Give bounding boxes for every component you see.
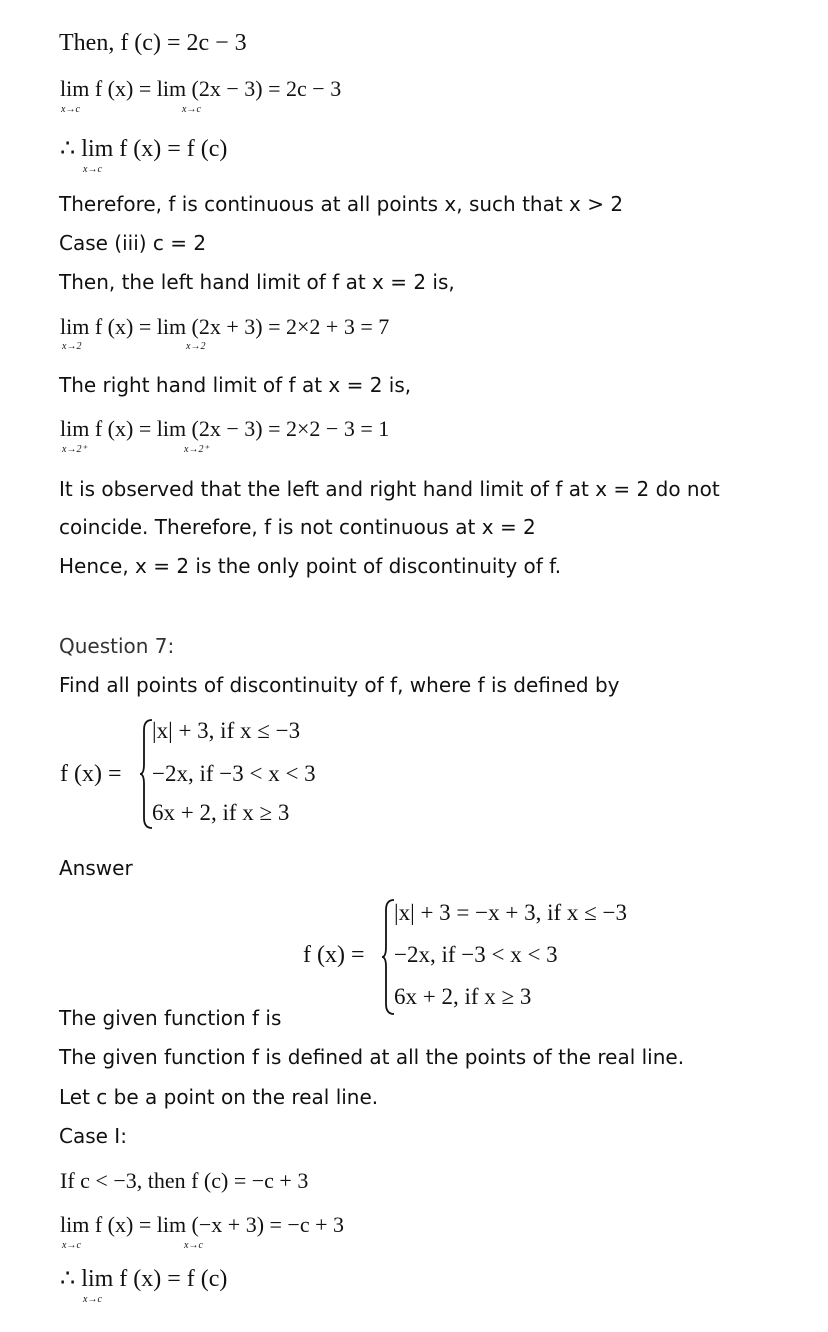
limit-subscript: x→2	[62, 341, 82, 352]
right-hand-limit: lim f (x) = lim (2x − 3) = 2×2 − 3 = 1	[60, 416, 390, 441]
question-piece-3: 6x + 2, if x ≥ 3	[152, 800, 290, 825]
limit-subscript: x→c	[61, 104, 80, 115]
case-i-heading: Case I:	[59, 1124, 127, 1148]
limit-subscript: x→2⁺	[62, 444, 87, 455]
case-i-fc: If c < −3, then f (c) = −c + 3	[60, 1168, 309, 1193]
left-hand-limit-intro: Then, the left hand limit of f at x = 2 is,	[59, 270, 455, 294]
question-label: Question 7:	[59, 634, 175, 658]
answer-label: Answer	[59, 856, 133, 880]
observation-line-2: coincide. Therefore, f is not continuous at x = 2	[59, 515, 536, 539]
given-function-line: The given function f is	[59, 1006, 282, 1030]
observation-line-1: It is observed that the left and right hand limit of f at x = 2 do not	[59, 477, 720, 501]
right-hand-limit-intro: The right hand limit of f at x = 2 is,	[59, 373, 412, 397]
limit-subscript: x→c	[62, 1240, 81, 1251]
question-piece-1: |x| + 3, if x ≤ −3	[152, 718, 301, 743]
answer-fx-label: f (x) =	[303, 942, 365, 968]
question-fx-label: f (x) =	[60, 761, 122, 787]
conclusion-line: Hence, x = 2 is the only point of discontinuity of f.	[59, 554, 562, 578]
question-piece-2: −2x, if −3 < x < 3	[152, 761, 316, 786]
limit-subscript: x→2	[186, 341, 206, 352]
limit-subscript: x→c	[83, 1294, 102, 1305]
question-text: Find all points of discontinuity of f, where f is defined by	[59, 673, 620, 697]
answer-piece-3: 6x + 2, if x ≥ 3	[394, 984, 532, 1009]
defined-everywhere-line: The given function f is defined at all the points of the real line.	[59, 1045, 685, 1069]
limit-subscript: x→c	[83, 164, 102, 175]
case-i-limit: lim f (x) = lim (−x + 3) = −c + 3	[60, 1212, 345, 1237]
left-hand-limit: lim f (x) = lim (2x + 3) = 2×2 + 3 = 7	[60, 314, 390, 339]
continuous-statement: Therefore, f is continuous at all points x, such that x > 2	[59, 192, 624, 216]
limit-subscript: x→c	[182, 104, 201, 115]
limit-case-ii: lim f (x) = lim (2x − 3) = 2c − 3	[60, 76, 342, 101]
then-fc-line: Then, f (c) = 2c − 3	[59, 30, 247, 56]
limit-subscript: x→c	[184, 1240, 203, 1251]
limit-subscript: x→2⁺	[184, 444, 209, 455]
answer-piece-1: |x| + 3 = −x + 3, if x ≤ −3	[394, 900, 627, 925]
therefore-limit-equals-fc: ∴ lim f (x) = f (c)	[60, 136, 228, 162]
let-c-line: Let c be a point on the real line.	[59, 1085, 379, 1109]
therefore-limit-equals-fc-2: ∴ lim f (x) = f (c)	[60, 1266, 228, 1292]
case-iii-heading: Case (iii) c = 2	[59, 231, 207, 255]
answer-piece-2: −2x, if −3 < x < 3	[394, 942, 558, 967]
